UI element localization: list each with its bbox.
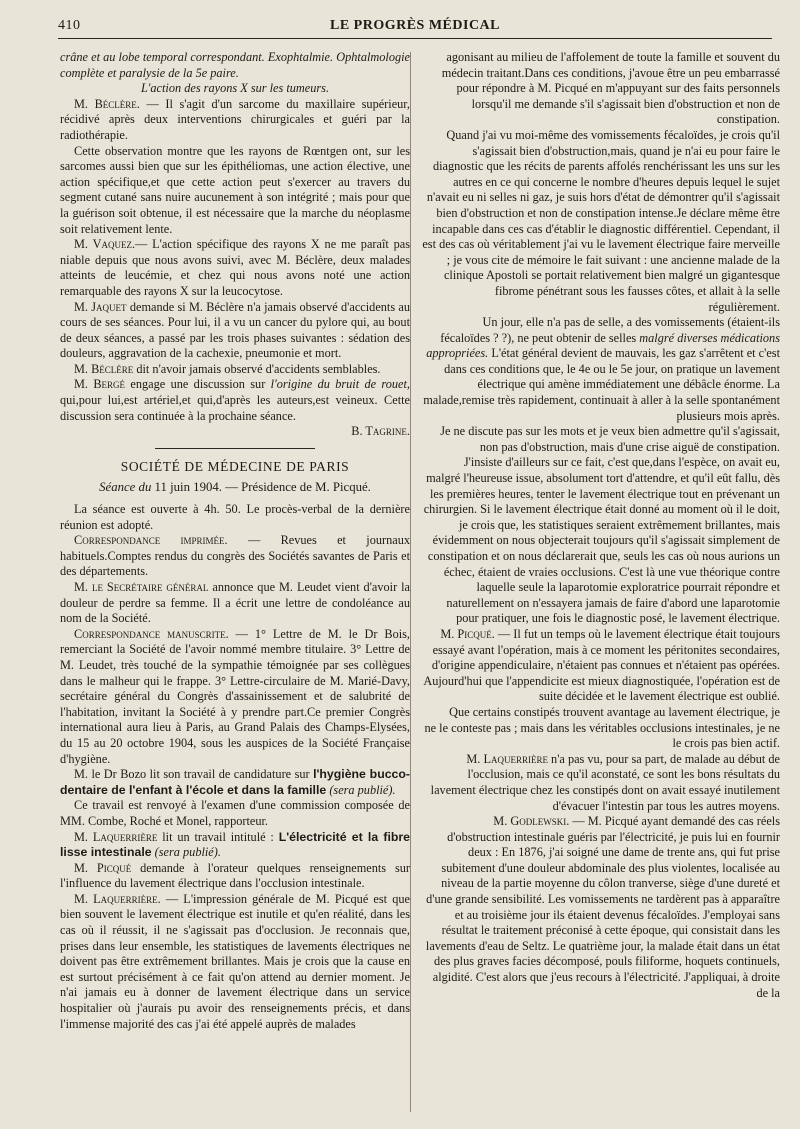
text: demande à l'orateur quelques renseignements sur l'influence du lavement électrique dans l'occlusion intestinale. [60,860,410,891]
title-bold: L'électricité et la fibre lisse intestinale [60,829,410,860]
signature: B. Tagrine. [351,424,410,439]
left-column [60,50,410,1032]
paragraph: Que certains constipés trouvent avantage au lavement électrique, je ne le conteste pas ; mais dans les véritables occlusions intestinales, je ne le crois pas bien actif. [424,704,780,751]
running-head [58,16,772,39]
speaker: M. Laquerrière. [74,891,161,906]
speaker: M. Godlewski. [493,814,570,829]
speaker: M. Jaquet [74,299,127,314]
paragraph: Cette observation montre que les rayons de Rœntgen ont, sur les sarcomes aussi bien que sur les épithéliomas, une action élective, une action spécifique,et que cette action peut s'exercer au travers du segment cutané sans nuire aucunement à son intégrité ; mais pour que la guérison soit obtenue, il est nécessaire que la marche du néoplasme soit relativement lente. [60,143,410,236]
heading-inline: Correspondance imprimée. [74,533,228,548]
paragraph [60,892,410,1032]
text: lit un travail intitulé : [162,829,274,844]
paragraph [60,830,410,861]
speaker: M. Béclère. [74,96,140,111]
column-divider [410,52,411,1112]
paragraph [60,627,410,767]
speaker: M. Laquerrière [466,751,548,766]
text: — Revues et journaux habituels.Comptes rendus du congrès des Sociétés savantes de Paris et des départements. [60,533,410,579]
text-italic: Séance du [99,480,152,495]
text: demande si M. Béclère n'a jamais observé d'accidents au cours de ses séances. Pour lui, il a vu un cancer du pylore qui, au bout de deux séances, a passé par les trois phases suivantes : sédation des douleurs, aggravation de la cachexie, pneumonie et mort. [60,299,410,361]
paragraph [60,533,410,580]
paragraph [422,752,780,814]
speaker: M. Bergé [74,377,126,392]
text: — L'action spécifique des rayons X ne me paraît pas niable depuis que nous avons suivi, avec M. Béclère, deux malades atteints de leucémie, et chez qui nous avons noté une action remarquable des rayons X sur la leucocytose. [60,237,410,298]
paragraph [60,377,410,424]
speaker: M. Vaquez. [74,237,136,252]
text: annonce que M. Leudet vient d'avoir la douleur de perdre sa femme. Il a écrit une lettre de condoléance au nom de la Société. [60,580,410,626]
society-heading: SOCIÉTÉ DE MÉDECINE DE PARIS [120,458,350,474]
paragraph: La séance est ouverte à 4h. 50. Le procès-verbal de la dernière réunion est adopté. [60,502,410,532]
journal-title: LE PROGRÈS MÉDICAL [329,18,501,33]
right-column [422,50,780,1001]
text: M. le Dr Bozo lit son travail de candidature sur [74,767,310,782]
paragraph: Je ne discute pas sur les mots et je veux bien admettre qu'il s'agissait, non pas d'obstruction, mais d'une crise aiguë de constipation. [440,424,780,454]
text: engage une discussion sur [130,377,266,392]
heading-inline: Correspondance manuscrite. [74,626,229,641]
paragraph [60,861,410,892]
paragraph [60,300,410,362]
section-rule [155,448,315,449]
paragraph: Ce travail est renvoyé à l'examen d'une commission composée de MM. Combe, Roché et Monel, rapporteur. [60,798,410,828]
text: — 1° Lettre de M. le Dr Bois, remerciant la Société de l'avoir nommé membre titulaire. 3° Lettre de M. Leudet, très touché de la sympathie témoignée par ses collègues dans le malheur qui le frappe. 3° Lettre-circulaire de M. Marié-Davy, secrétaire général du Congrès d'assainissement et de salubrité de l'habitation, invitant la Société à y prendre part.Ce premier Congrès international aura lieu à Paris, au Grand Palais des Champs-Elysées, du 15 au 20 octobre 1904, sous les auspices de la Société Française d'hygiène. [60,626,410,766]
text: 11 juin 1904. — Présidence de M. Picqué. [154,480,371,495]
paragraph: J'insiste d'ailleurs sur ce fait, c'est que,dans l'espèce, on avait eu, malgré l'heureuse issue, absolument tort d'attendre, et qu'il eût fallu, dès les premières heures, tenter le lavement électrique tout en prévenant un chirurgien. Si le lavement électrique était donné au moment où il le doit, je crois que, les statistiques seraient extrêmement brillantes, mais évidemment on nous objecterait toujours qu'il s'agissait simplement de constipation et on nous déclarerait que, seuls les cas où nous aurions un échec, étaient de vraies occlusions. C'est là une vue théorique contre laquelle seule la laparotomie exploratrice pourrait répondre et naturellement on n'essayera jamais de faire d'abord une laparotomie pour pratiquer, une fois le diagnostic posé, le lavement électrique. [423,455,780,626]
speaker: M. Picqué [74,860,132,875]
text-italic: malgré diverses médications appropriées. [426,330,780,361]
paragraph [60,237,410,299]
paragraph [60,767,410,798]
text: n'a pas vu, pour sa part, de malade au début de l'occlusion, mais ce qu'il aconstaté, ce sont les bons résultats du lavement électrique chez les constipés dont on avait essayé inutilement d'évacuer l'intestin par tous les autres moyens. [430,751,780,813]
paragraph: crâne et au lobe temporal correspondant. Exophtalmie. Ophtalmologie complète et paralysie de la 5e paire. [60,50,410,80]
paragraph [60,580,410,627]
text: — L'impression générale de M. Picqué est que bien souvent le lavement électrique est inutile et qu'en réalité, dans les cas où il réussit, il ne s'agissait pas d'occlusion. Je reconnais que, prises dans leur ensemble, les statistiques de lavements électriques ne doivent pas être extrêmement brillantes. Mais je crois que la cause en est surtout précisément à ce fait qu'on attend au dernier moment. Je n'ai jamais eu à donner de lavement électrique dans un service hospitalier où j'aurais pu avoir des renseignements précis, et dans l'immense majorité des cas j'ai été appelé auprès de malades [60,891,410,1031]
text: qui,pour lui,est artériel,et qui,d'après les auteurs,est veineux. Cette discussion sera continuée à la prochaine séance. [60,393,410,423]
text-italic: l'origine du bruit de rouet, [270,377,411,392]
speaker: M. Picqué. [440,626,495,641]
seance-line [60,480,410,496]
text: — M. Picqué ayant demandé des cas réels d'obstruction intestinale guéris par l'électricité, je puis lui en fournir deux : En 1876, j'ai soigné une dame de trente ans, qui fut prise subitement d'une douleur abdominale des plus violentes, localisée au niveau de la partie moyenne du côlon tranverse, siège d'une dureté et d'une grande sensibilité. Les vomissements ne tardèrent pas à apparaître et au troisième jour ils étaient devenus fécaloïdes. J'employai sans résultat le traitement préconisé à cette époque, qui consistait dans les lavements d'eau de Seltz. Le quatrième jour, la malade était dans un état des plus graves facies décomposé, pouls filiforme, hoquets continuels, algidité. C'est alors que j'eus recours à l'électricité. J'appliquai, à droite de la [425,814,780,1000]
text: — Il fut un temps où le lavement électrique était toujours essayé avant l'opération, mais à ce moment les péritonites secondaires, d'origine appendiculaire, n'étaient pas connues et n'étaient pas opérées. Aujourd'hui que l'appendicite est mieux diagnostiquée, l'opération est de suite décidée et le lavement électrique est oublié. [423,626,780,704]
paragraph [422,627,780,705]
paragraph [422,814,780,1001]
text-italic: (sera publié). [329,782,396,797]
paragraph [422,315,780,424]
paragraph: Quand j'ai vu moi-même des vomissements fécaloïdes, je crois qu'il s'agissait bien d'obstruction,mais, quand je n'ai eu pour faire le diagnostic que les récits de parents affolés renchérissant les uns sur les autres en ce qui concerne le nombre d'heures depuis lequel le sujet n'avait eu ni selles ni gaz, je suis hors d'état de démontrer qu'il s'agissait bien d'obstruction et non de constipation intense.Je déclare même être incapable dans ces cas d'établir le diagnostic différentiel. Cependant, il est des cas où véritablement j'ai vu le lavement électrique faire merveille ; je vous cite de mémoire le fait suivant : une ancienne malade de la clinique Apostoli se portait relativement bien malgré un gigantesque fibrome pénétrant sous les fausses côtes, et allait à la selle régulièrement. [422,127,780,314]
text: dit n'avoir jamais observé d'accidents semblables. [136,361,381,376]
speaker: M. Béclère [74,361,134,376]
paragraph [60,362,410,378]
section-subtitle: L'action des rayons X sur les tumeurs. [140,81,330,96]
paragraph: agonisant au milieu de l'affolement de toute la famille et souvent du médecin traitant.Dans ces conditions, j'avoue être un peu embarrassé pour répondre à M. Picqué en m'appuyant sur des faits personnels lorsqu'il me demande s'il s'agissait bien d'obstruction et non de constipation. [441,50,780,127]
text-italic: (sera publié). [154,845,221,860]
heading-inline: M. le Secrétaire général [74,580,209,594]
text: Un jour, elle n'a pas de selle, a des vomissements (étaient-ils fécaloïdes ? ?), ne peut obtenir de selles [440,315,780,345]
text: — Il s'agit d'un sarcome du maxillaire supérieur, récidivé après deux interventions chirurgicales et guéri par la radiothérapie. [60,96,410,142]
title-bold: l'hygiène bucco-dentaire de l'enfant à l'école et dans la famille [60,767,410,797]
paragraph [60,97,410,144]
page-number: 410 [58,18,81,33]
text: L'état général devient de mauvais, les gaz s'arrêtent et c'est dans ces conditions que, le 4e ou le 5e jour, on pratique un lavement électrique qui amène immédiatement une débâcle énorme. La malade,remise très rapidement, continuait à aller à la selle spontanément plusieurs mois après. [423,346,780,423]
speaker: M. Laquerrière [74,829,158,844]
